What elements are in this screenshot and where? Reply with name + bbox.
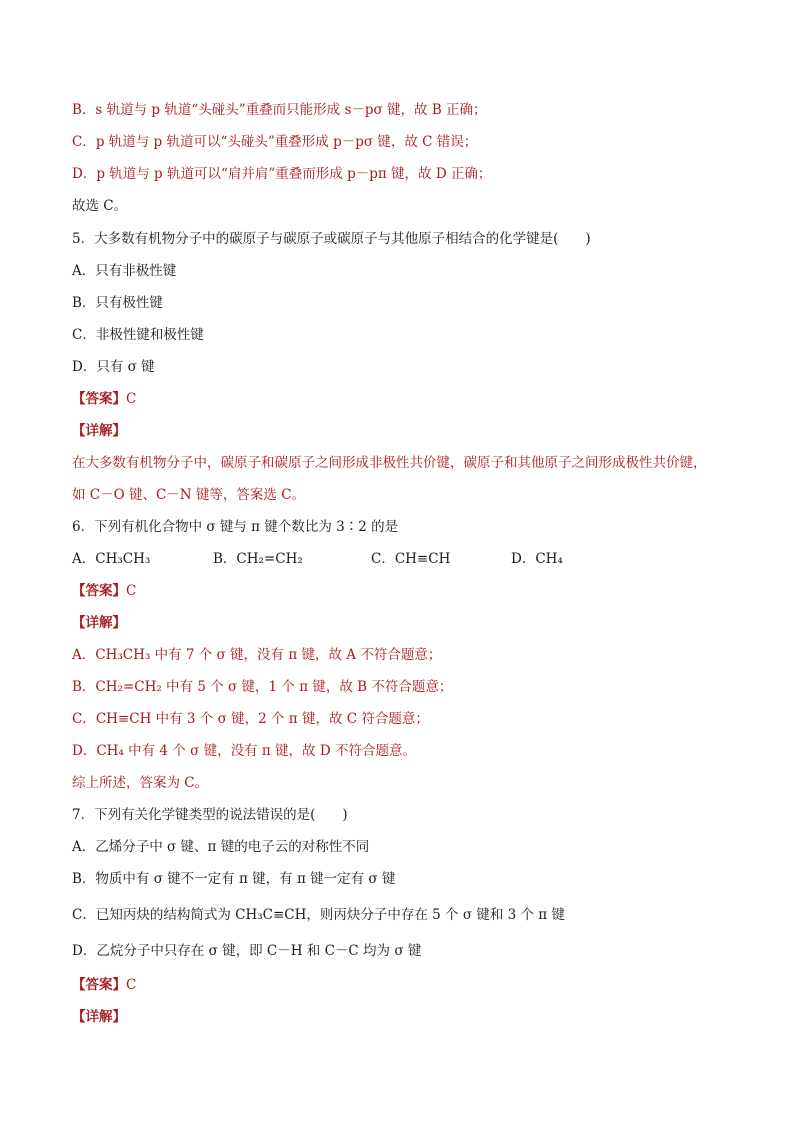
q7-answer-label: 【答案】: [72, 977, 126, 993]
q5-answer-label: 【答案】: [72, 391, 126, 407]
q5-option-d: D．只有 σ 键: [72, 359, 155, 375]
q6-detail-line-1: A．CH₃CH₃ 中有 7 个 σ 键，没有 π 键，故 A 不符合题意；: [72, 647, 442, 663]
q7-answer-value: C: [126, 977, 137, 993]
q6-option-c: C．CH≡CH: [371, 551, 451, 567]
prev-analysis-option-d: D．p 轨道与 p 轨道可以“肩并肩”重叠而形成 p－pπ 键，故 D 正确；: [72, 166, 492, 182]
q6-option-a: A．CH₃CH₃: [72, 551, 151, 567]
q6-detail-label: 【详解】: [72, 615, 126, 631]
q5-option-c: C．非极性键和极性键: [72, 327, 204, 343]
prev-analysis-conclusion: 故选 C。: [72, 198, 128, 214]
q6-stem: 6．下列有机化合物中 σ 键与 π 键个数比为 3∶2 的是: [72, 519, 399, 535]
q6-detail-line-4: D．CH₄ 中有 4 个 σ 键，没有 π 键，故 D 不符合题意。: [72, 743, 416, 759]
q6-detail-line-3: C．CH≡CH 中有 3 个 σ 键，2 个 π 键，故 C 符合题意；: [72, 711, 429, 727]
q5-answer-value: C: [126, 391, 137, 407]
q5-stem: 5．大多数有机物分子中的碳原子与碳原子或碳原子与其他原子相结合的化学键是( ): [72, 231, 591, 247]
q6-answer-value: C: [126, 583, 137, 599]
q5-option-a: A．只有非极性键: [72, 263, 177, 279]
q6-detail-line-2: B．CH₂=CH₂ 中有 5 个 σ 键，1 个 π 键，故 B 不符合题意；: [72, 679, 453, 695]
q5-detail-line-2: 如 C－O 键、C－N 键等，答案选 C。: [72, 487, 306, 503]
prev-analysis-option-c: C．p 轨道与 p 轨道可以“头碰头”重叠形成 p－pσ 键，故 C 错误；: [72, 134, 478, 150]
q5-detail-label: 【详解】: [72, 423, 126, 439]
q5-option-b: B．只有极性键: [72, 295, 163, 311]
q7-option-c: C．已知丙炔的结构简式为 CH₃C≡CH，则丙炔分子中存在 5 个 σ 键和 3 个 π 键: [72, 907, 565, 923]
q6-option-d: D．CH₄: [511, 551, 563, 567]
q5-answer: [72, 390, 136, 408]
q7-option-d: D．乙烷分子中只存在 σ 键，即 C－H 和 C－C 均为 σ 键: [72, 943, 422, 959]
q6-option-b: B．CH₂=CH₂: [213, 551, 303, 567]
q6-answer-label: 【答案】: [72, 583, 126, 599]
q7-option-a: A．乙烯分子中 σ 键、π 键的电子云的对称性不同: [72, 839, 370, 855]
q6-answer: [72, 582, 136, 600]
q7-answer: [72, 976, 136, 994]
prev-analysis-option-b: B．s 轨道与 p 轨道“头碰头”重叠而只能形成 s－pσ 键，故 B 正确；: [72, 102, 487, 118]
q6-conclusion: 综上所述，答案为 C。: [72, 775, 209, 791]
q7-option-b: B．物质中有 σ 键不一定有 π 键，有 π 键一定有 σ 键: [72, 871, 396, 887]
q5-detail-line-1: 在大多数有机物分子中，碳原子和碳原子之间形成非极性共价键，碳原子和其他原子之间形成极性共价键，: [72, 455, 707, 471]
q7-stem: 7．下列有关化学键类型的说法错误的是( ): [72, 807, 348, 823]
q7-detail-label: 【详解】: [72, 1009, 126, 1025]
